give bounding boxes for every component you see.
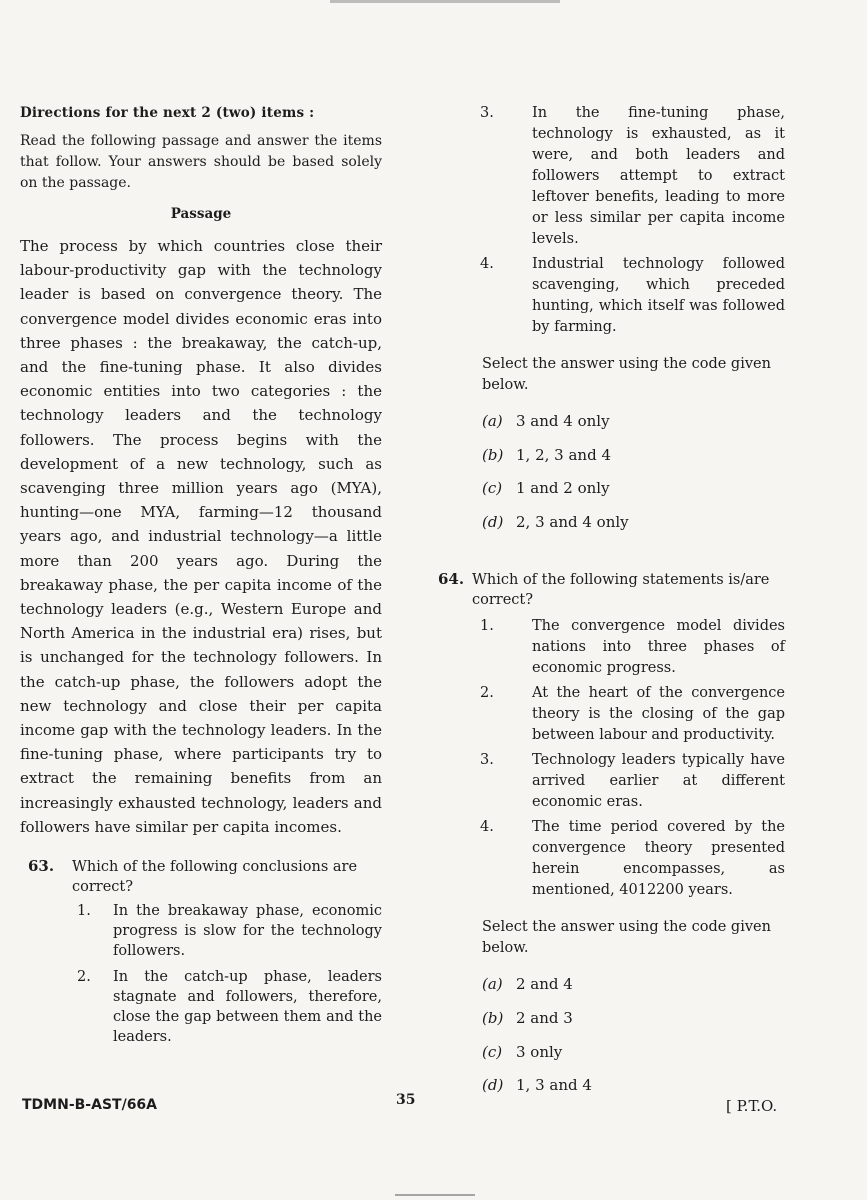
right-column: [438, 103, 785, 1108]
question-64: [438, 570, 785, 1107]
option-text: 1, 2, 3 and 4: [516, 445, 611, 464]
statement-number: 3.: [480, 105, 494, 121]
question-number: 63.: [28, 857, 55, 876]
option-text: 3 only: [516, 1042, 563, 1061]
statement-number: 1.: [480, 618, 494, 635]
option-a[interactable]: [482, 973, 785, 1007]
paper-code: TDMN-B-AST/66A: [22, 1097, 158, 1113]
directions-title: Directions for the next 2 (two) items :: [20, 105, 315, 121]
pto-marker: [ P.T.O.: [726, 1097, 778, 1115]
option-label: (a): [482, 412, 503, 430]
statement-item: [480, 817, 785, 901]
scan-edge-top: [330, 0, 560, 3]
option-b[interactable]: [482, 444, 785, 478]
question-number: 64.: [438, 570, 465, 589]
select-instruction: Select the answer using the code given below.: [482, 356, 771, 393]
question-63: [20, 857, 382, 1047]
select-instruction: Select the answer using the code given below.: [482, 919, 771, 957]
statement-number: 1.: [77, 903, 91, 920]
statement-text: The time period covered by the convergence theory presented herein encompasses, as mentioned, 4012200 years.: [532, 819, 785, 899]
option-label: (a): [482, 975, 503, 994]
statement-item: [77, 967, 382, 1047]
statement-text: In the fine-tuning phase, technology is exhausted, as it were, and both leaders and followers attempt to extract leftover benefits, leading to more or less similar per capita income levels.: [532, 105, 785, 247]
option-text: 1, 3 and 4: [516, 1076, 592, 1095]
option-label: (c): [482, 479, 503, 498]
option-label: (b): [482, 1008, 504, 1027]
option-text: 1 and 2 only: [516, 479, 610, 498]
statement-list: [77, 901, 382, 1047]
answer-options: [482, 410, 785, 544]
statement-list-continued: [480, 103, 785, 338]
option-label: (c): [482, 1042, 503, 1061]
option-label: (d): [482, 512, 504, 531]
option-d[interactable]: [482, 511, 785, 545]
left-column: [20, 97, 382, 1053]
option-label: (d): [482, 1076, 504, 1095]
statement-number: 2.: [480, 685, 494, 702]
answer-options: [482, 973, 785, 1107]
statement-item: [480, 750, 785, 813]
option-text: 2 and 4: [516, 975, 573, 994]
option-text: 3 and 4 only: [516, 412, 610, 430]
statement-item: [480, 616, 785, 679]
statement-number: 4.: [480, 256, 494, 272]
passage-text: The process by which countries close their labour-productivity gap with the technology leader is based on convergence theory. The convergence model divides economic eras into three phases : the breakaway, the catch-up, and the fine-tuning phase. It also divides economic entities into two categories : the technology leaders and the technology followers. The process begins with the development of a new technology, such as scavenging three million years ago (MYA), hunting—one MYA, farming—12 thousand years ago, and industrial technology—a little more than 200 years ago. During the breakaway phase, the per capita income of the technology leaders (e.g., Western Europe and North America in the industrial era) rises, but is unchanged for the technology followers. In the catch-up phase, the followers adopt the new technology and close their per capita income gap with the technology leaders. In the fine-tuning phase, where participants try to extract the remaining benefits from an increasingly exhausted technology, leaders and followers have similar per capita incomes.: [20, 237, 382, 836]
statement-number: 2.: [77, 969, 91, 986]
page-number: 35: [396, 1092, 416, 1108]
option-b[interactable]: [482, 1007, 785, 1041]
passage-title: Passage: [170, 206, 232, 222]
question-stem: Which of the following conclusions are correct?: [72, 859, 358, 896]
question-stem: Which of the following statements is/are correct?: [472, 572, 770, 609]
option-c[interactable]: [482, 1041, 785, 1075]
scan-edge-bottom: [395, 1194, 475, 1196]
statement-item: [480, 683, 785, 746]
option-label: (b): [482, 445, 504, 464]
option-c[interactable]: [482, 477, 785, 511]
statement-item: [480, 254, 785, 338]
statement-list: [480, 616, 785, 901]
statement-item: [77, 901, 382, 961]
statement-text: Industrial technology followed scavenging, which preceded hunting, which itself was followed by farming.: [532, 256, 785, 335]
statement-number: 3.: [480, 752, 494, 769]
statement-text: In the catch-up phase, leaders stagnate and followers, therefore, close the gap between them and the leaders.: [113, 969, 382, 1046]
statement-text: Technology leaders typically have arrived earlier at different economic eras.: [532, 752, 785, 811]
option-text: 2 and 3: [516, 1008, 573, 1027]
statement-text: In the breakaway phase, economic progress is slow for the technology followers.: [113, 903, 382, 960]
directions-text: Read the following passage and answer the items that follow. Your answers should be based solely on the passage.: [20, 133, 382, 191]
statement-text: The convergence model divides nations into three phases of economic progress.: [532, 618, 785, 677]
statement-item: [480, 103, 785, 250]
statement-text: At the heart of the convergence theory is the closing of the gap between labour and productivity.: [532, 685, 785, 744]
statement-number: 4.: [480, 819, 494, 836]
option-text: 2, 3 and 4 only: [516, 512, 629, 531]
option-a[interactable]: [482, 410, 785, 444]
